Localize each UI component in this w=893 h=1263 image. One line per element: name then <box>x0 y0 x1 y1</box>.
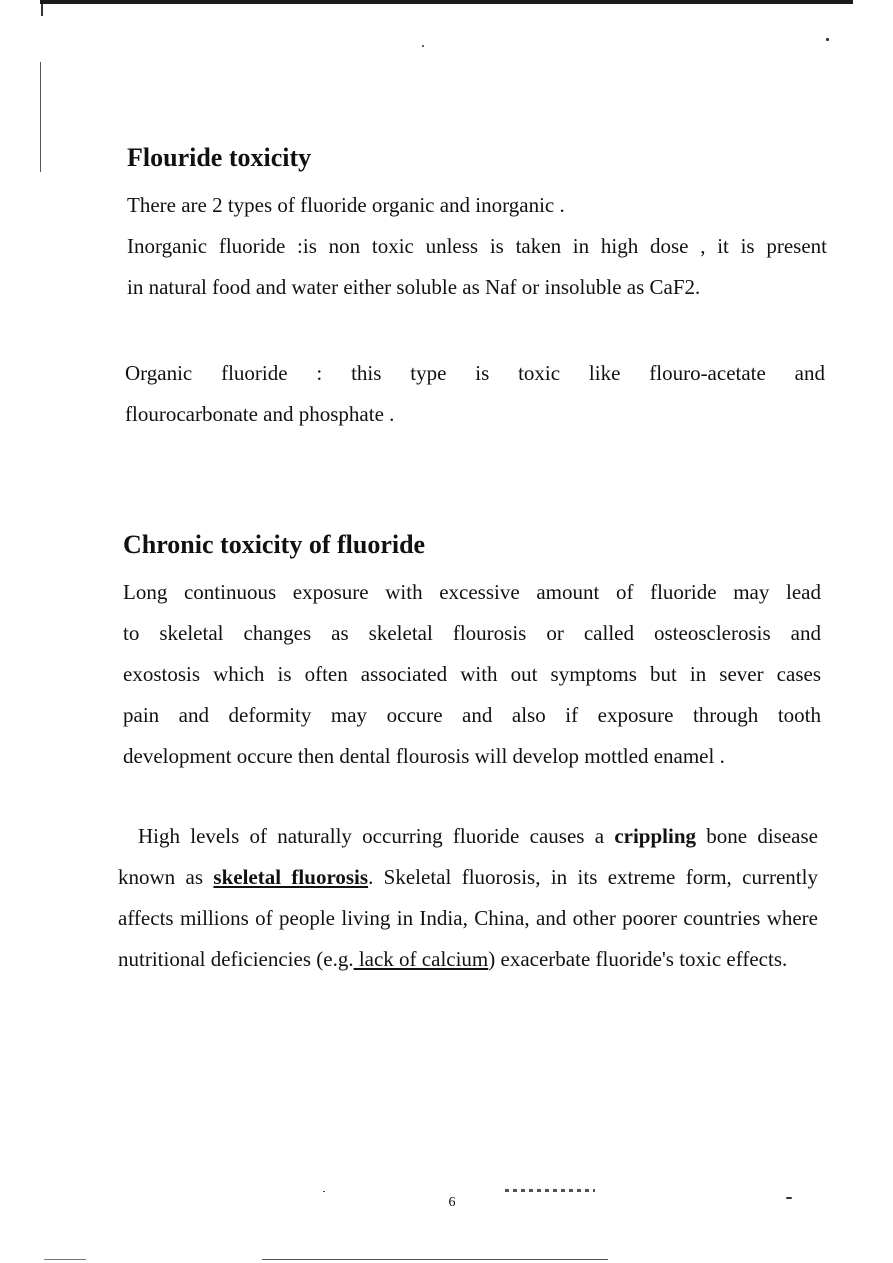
text-line: development occure then dental flourosis will develop mottled enamel . <box>123 744 725 768</box>
scan-artifact <box>826 38 829 41</box>
text-line: Long continuous exposure with excessive amount of fluoride may lead <box>123 580 821 604</box>
scan-artifact <box>41 4 43 16</box>
text-run: bone disease known as <box>118 824 818 889</box>
text-line: to skeletal changes as skeletal flourosis or called osteosclerosis and <box>123 621 821 645</box>
scan-artifact <box>505 1189 595 1192</box>
text-line: Organic fluoride : this type is toxic like flouro-acetate and <box>125 361 825 385</box>
text-line: exostosis which is often associated with out symptoms but in sever cases <box>123 662 821 686</box>
text-line: in natural food and water either soluble as Naf or insoluble as CaF2. <box>127 275 701 299</box>
left-margin-line <box>40 62 41 172</box>
text-run: . Skeletal fluorosis, in its extreme form, currently affects millions of people living in India, China, and other poorer countries where nutritional deficiencies (e.g. <box>118 865 818 971</box>
text-run: High levels of naturally occurring fluoride causes a <box>138 824 615 848</box>
term-skeletal-fluorosis: skeletal fluorosis <box>213 865 369 889</box>
text-line: flourocarbonate and phosphate . <box>125 402 395 426</box>
paragraph-skeletal-fluorosis <box>118 816 818 980</box>
scan-artifact <box>422 45 424 47</box>
text-line: There are 2 types of fluoride organic and inorganic . <box>127 193 565 217</box>
paragraph-organic-fluoride <box>125 353 825 435</box>
emphasis-crippling: crippling <box>614 824 696 848</box>
section-heading-chronic-toxicity: Chronic toxicity of fluoride <box>123 530 426 559</box>
bottom-rule <box>262 1259 608 1260</box>
paragraph-chronic-exposure <box>123 572 821 777</box>
scan-artifact <box>323 1191 325 1192</box>
text-run: ) exacerbate fluoride's toxic effects. <box>488 947 788 971</box>
section-heading-fluoride-toxicity: Flouride toxicity <box>127 143 312 172</box>
top-border-rule <box>40 0 853 4</box>
text-line: Inorganic fluoride :is non toxic unless is taken in high dose , it is present <box>127 234 827 258</box>
scan-artifact <box>786 1197 792 1199</box>
bottom-rule-left <box>44 1259 86 1260</box>
paragraph-fluoride-types <box>127 185 827 308</box>
term-lack-of-calcium: lack of calcium <box>353 947 489 971</box>
text-line: pain and deformity may occure and also if exposure through tooth <box>123 703 821 727</box>
page-number: 6 <box>448 1195 456 1210</box>
